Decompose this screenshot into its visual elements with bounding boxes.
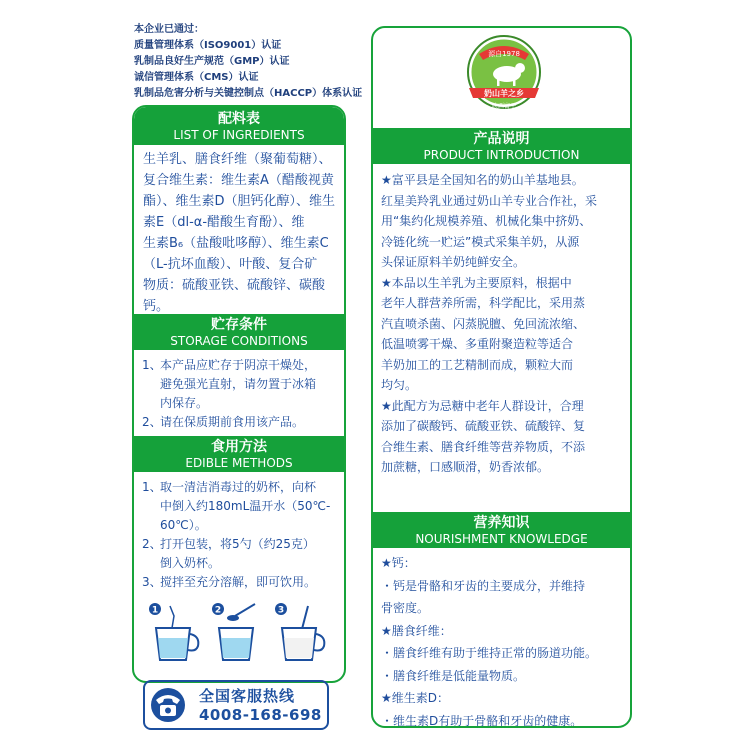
intro-header xyxy=(373,128,630,164)
intro-line: 头保证原料羊奶纯鲜安全。 xyxy=(381,255,526,269)
item-number: 2、 xyxy=(142,537,162,551)
ingredients-title-en: LIST OF INGREDIENTS xyxy=(173,128,305,142)
item-number: 3、 xyxy=(142,575,162,589)
item-line: 内保存。 xyxy=(160,396,209,410)
intro-paragraph xyxy=(381,396,624,478)
intro-body xyxy=(373,166,630,478)
knowledge-body xyxy=(373,548,630,728)
ingredient-line: 物质：硫酸亚铁、硫酸锌、碳酸 xyxy=(143,278,326,293)
left-panel xyxy=(132,105,346,683)
step-illustrations xyxy=(134,592,344,664)
intro-line: 低温喷雾干燥、多重附聚造粒等适合 xyxy=(381,337,574,351)
intro-paragraph xyxy=(381,170,624,273)
intro-line: 冷链化统一贮运”模式采集羊奶，从源 xyxy=(381,234,580,249)
method-item xyxy=(142,478,338,535)
storage-header xyxy=(134,314,344,350)
telephone-icon xyxy=(149,686,193,724)
cert-line: 乳制品良好生产规范（GMP）认证 xyxy=(134,56,290,67)
item-line: 取一清洁消毒过的奶杯，向杯 xyxy=(160,480,317,494)
storage-title-cn: 贮存条件 xyxy=(211,317,267,333)
intro-line: 红星美羚乳业通过奶山羊专业合作社，采 xyxy=(381,193,598,208)
ingredient-line: 酯）、维生素D（胆钙化醇）、维生 xyxy=(143,194,336,209)
item-line: 打开包装，将5勺（约25克） xyxy=(160,537,315,551)
ingredients-header xyxy=(134,107,344,145)
knowledge-line: 骨密度。 xyxy=(381,601,430,615)
knowledge-line: ★钙： xyxy=(381,556,416,570)
item-number: 2、 xyxy=(142,415,162,429)
intro-paragraph xyxy=(381,273,624,396)
item-line: 倒入奶杯。 xyxy=(160,556,221,570)
methods-title-en: EDIBLE METHODS xyxy=(185,456,293,470)
cert-line: 诚信管理体系（CMS）认证 xyxy=(134,72,259,83)
logo-top-text: 源自1978 xyxy=(488,50,520,58)
intro-line: 添加了碳酸钙、硫酸亚铁、硫酸锌、复 xyxy=(381,419,586,433)
item-line: 中倒入约180mL温开水（50℃- xyxy=(160,499,331,513)
ingredients-list xyxy=(134,145,344,314)
logo-banner-text: 奶山羊之乡 xyxy=(484,89,524,98)
intro-line: 老年人群营养所需，科学配比，采用蒸 xyxy=(381,296,586,310)
intro-line: ★本品以生羊乳为主要原料，根据中 xyxy=(381,275,572,290)
right-panel xyxy=(371,26,632,728)
item-line: 本产品应贮存于阴凉干燥处， xyxy=(160,358,317,372)
step-number: 2 xyxy=(214,605,222,616)
intro-line: 羊奶加工的工艺精制而成，颗粒大而 xyxy=(381,357,574,372)
intro-title-cn: 产品说明 xyxy=(473,131,530,147)
intro-line: 均匀。 xyxy=(381,378,418,392)
knowledge-line: ・维生素D有助于骨骼和牙齿的健康。 xyxy=(381,713,583,728)
intro-line: 汽直喷杀菌、闪蒸脱膻、免回流浓缩、 xyxy=(381,316,586,331)
knowledge-line: ・钙是骨骼和牙齿的主要成分，并维持 xyxy=(381,578,586,593)
intro-title-en: PRODUCT INTRODUCTION xyxy=(423,148,580,162)
methods-title-cn: 食用方法 xyxy=(211,439,267,455)
ingredient-line: 生素B₆（盐酸吡哆醇）、维生素C xyxy=(143,236,329,251)
knowledge-header xyxy=(373,512,630,548)
hotline-number: 4008-168-698 xyxy=(199,706,322,724)
service-hotline xyxy=(143,680,329,730)
storage-item xyxy=(142,413,338,432)
knowledge-line: ・膳食纤维有助于维持正常的肠道功能。 xyxy=(381,646,598,660)
item-line: 避免强光直射，请勿置于冰箱 xyxy=(160,377,317,391)
certification-block xyxy=(134,22,364,102)
item-number: 1、 xyxy=(142,358,162,372)
ingredient-line: 钙。 xyxy=(143,299,170,314)
pour-water-step-icon xyxy=(148,602,204,664)
step-number: 3 xyxy=(277,605,285,616)
step-number: 1 xyxy=(151,605,159,616)
intro-line: 用“集约化规模养殖、机械化集中挤奶、 xyxy=(381,214,592,228)
logo-bottom-text: 陕西富平 xyxy=(491,103,517,110)
cert-line: 本企业已通过： xyxy=(134,24,204,35)
storage-title-en: STORAGE CONDITIONS xyxy=(170,334,308,348)
item-line: 60℃）。 xyxy=(160,518,207,532)
ingredient-line: （L-抗坏血酸）、叶酸、复合矿 xyxy=(143,257,318,272)
intro-line: ★富平县是全国知名的奶山羊基地县。 xyxy=(381,173,584,187)
intro-line: ★此配方为忌糖中老年人群设计，合理 xyxy=(381,398,584,413)
knowledge-title-cn: 营养知识 xyxy=(473,515,530,531)
method-item xyxy=(142,535,338,573)
stir-step-icon xyxy=(274,602,330,664)
intro-line: 加蔗糖，口感顺滑，奶香浓郁。 xyxy=(381,460,550,474)
methods-list xyxy=(134,472,344,592)
ingredient-line: 生羊乳、膳食纤维（聚葡萄糖）、 xyxy=(143,152,332,167)
knowledge-line: ・膳食纤维是低能量物质。 xyxy=(381,668,526,683)
knowledge-line: ★膳食纤维： xyxy=(381,623,452,638)
item-line: 搅拌至充分溶解，即可饮用。 xyxy=(160,575,317,589)
intro-line: 合维生素、膳食纤维等营养物质，不添 xyxy=(381,439,586,454)
brand-logo xyxy=(465,34,543,116)
knowledge-line: ★维生素D： xyxy=(381,691,449,705)
cert-line: 乳制品危害分析与关键控制点（HACCP）体系认证 xyxy=(134,88,363,99)
item-line: 请在保质期前食用该产品。 xyxy=(160,415,305,429)
ingredients-title-cn: 配料表 xyxy=(218,111,260,127)
storage-list xyxy=(134,350,344,432)
hotline-title: 全国客服热线 xyxy=(199,687,296,705)
ingredient-line: 素E（dl-α-醋酸生育酚）、维 xyxy=(143,215,305,230)
method-item xyxy=(142,573,338,592)
cert-line: 质量管理体系（ISO9001）认证 xyxy=(134,40,282,51)
methods-header xyxy=(134,436,344,472)
storage-item xyxy=(142,356,338,413)
item-number: 1、 xyxy=(142,480,162,494)
ingredient-line: 复合维生素：维生素A（醋酸视黄 xyxy=(143,173,334,188)
add-powder-step-icon xyxy=(211,602,267,664)
knowledge-title-en: NOURISHMENT KNOWLEDGE xyxy=(415,532,588,546)
